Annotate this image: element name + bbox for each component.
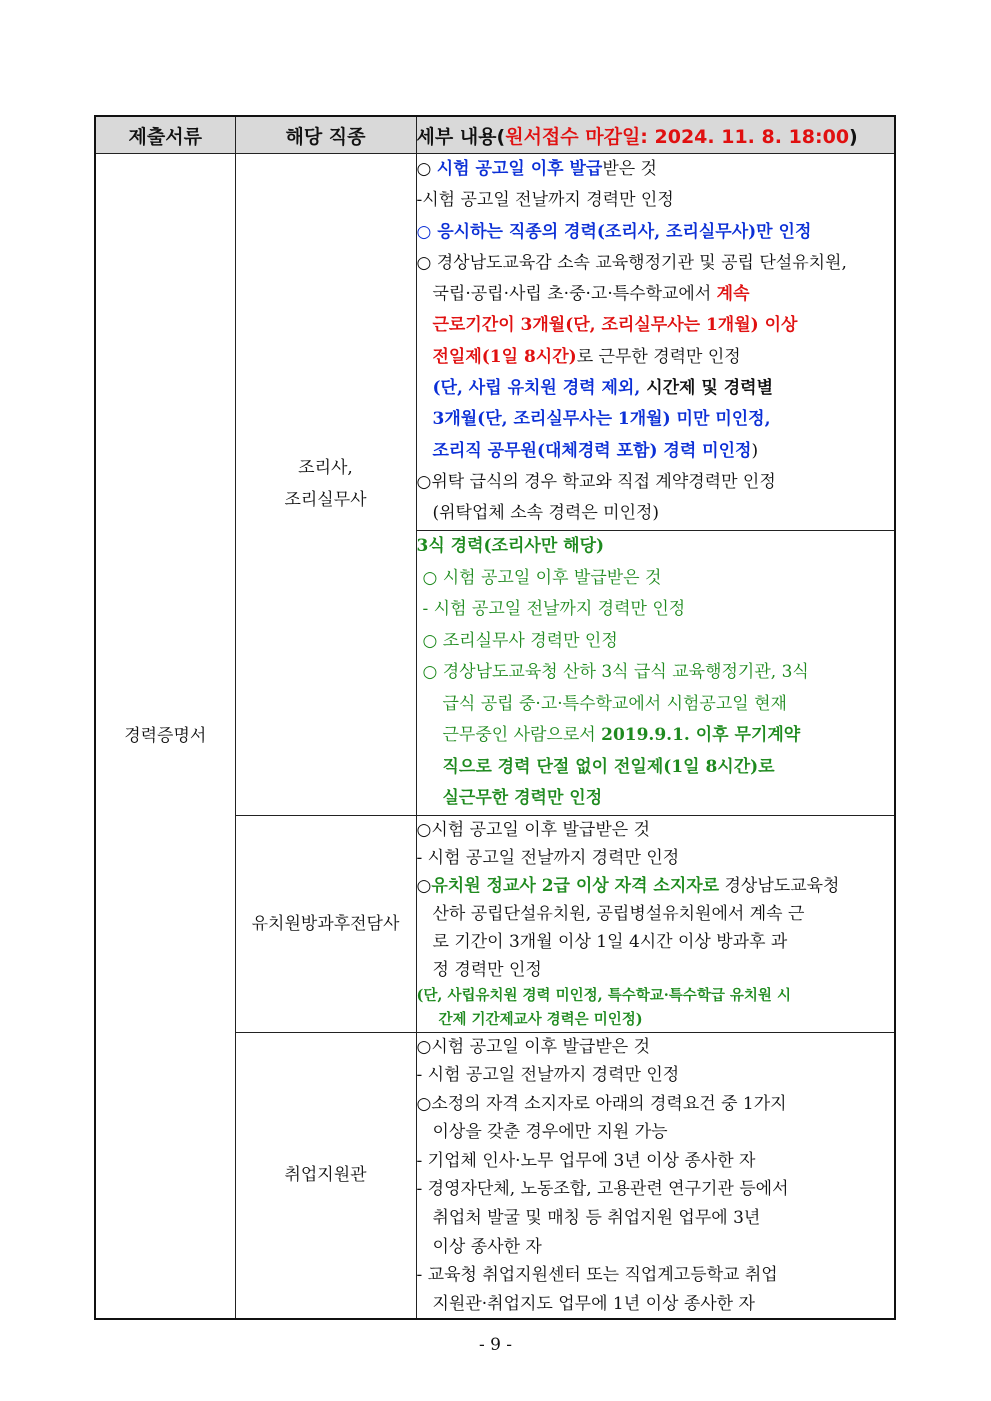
text-line: (위탁업체 소속 경력은 미인정): [432, 503, 660, 524]
text-line: 실근무한 경력만 인정: [442, 788, 603, 808]
text: 로 근무한 경력만 인정: [576, 346, 741, 367]
text-line: 이상을 갖춘 경우에만 지원 가능: [432, 1122, 668, 1143]
text-highlight: 시험 공고일 이후 발급: [436, 159, 603, 179]
text: 국립·공립·사립 초·중·고·특수학교에서: [432, 284, 717, 305]
text-line: 3개월(단, 조리실무사는 1개월) 미만 미인정,: [432, 409, 771, 430]
text-highlight: 유치원 정교사 2급 이상 자격 소지자로: [431, 875, 720, 896]
details-employment: [416, 1032, 895, 1319]
job-cook: [235, 154, 416, 816]
text-line: -시험 공고일 전날까지 경력만 인정: [416, 190, 674, 211]
text-line: 급식 공립 중·고·특수학교에서 시험공고일 현재: [442, 693, 787, 714]
header-details-close: ): [849, 125, 858, 148]
text-line: - 시험 공고일 전날까지 경력만 인정: [416, 1065, 680, 1086]
text-line: 지원관·취업지도 업무에 1년 이상 종사한 자: [432, 1293, 755, 1314]
text-line: 이상 종사한 자: [432, 1236, 542, 1257]
text-line: 근로기간이 3개월(단, 조리실무사는 1개월) 이상: [432, 315, 798, 336]
text-line: ○시험 공고일 이후 발급받은 것: [416, 819, 651, 840]
bullet: ○: [416, 875, 432, 896]
header-deadline: 원서접수 마감일: 2024. 11. 8. 18:00: [505, 125, 850, 148]
text-line: 간제 기간제교사 경력은 미인정): [438, 1010, 643, 1028]
job-kindergarten: 유치원방과후전담사: [235, 815, 416, 1032]
text-line: ○ 조리실무사 경력만 인정: [422, 630, 618, 651]
text-line: ○ 시험 공고일 이후 발급받은 것: [422, 567, 662, 588]
page-number: - 9 -: [478, 1335, 513, 1355]
text-line: 직으로 경력 단절 없이 전일제(1일 8시간)로: [442, 756, 775, 777]
text: 경상남도교육청: [719, 875, 840, 896]
details-cook-3meal: [416, 531, 895, 816]
text: ): [751, 440, 759, 461]
job-cook-line2: 조리실무사: [284, 490, 367, 511]
document-table: [94, 115, 896, 1320]
text-line: - 교육청 취업지원센터 또는 직업계고등학교 취업: [416, 1265, 778, 1286]
bullet: ○: [416, 159, 437, 179]
table-row-cook-general: [95, 154, 895, 531]
details-cook-general: [416, 154, 895, 531]
text-line: ○위탁 급식의 경우 학교와 직접 계약경력만 인정: [416, 471, 776, 492]
text-highlight: 2019.9.1. 이후 무기계약: [601, 725, 801, 745]
text-line: 산하 공립단설유치원, 공립병설유치원에서 계속 근: [432, 903, 805, 924]
table-header-row: [95, 116, 895, 154]
text-line: ○ 경상남도교육청 산하 3식 급식 교육행정기관, 3식: [422, 662, 809, 682]
text-line: - 경영자단체, 노동조합, 고용관련 연구기관 등에서: [416, 1179, 789, 1200]
text-highlight: 전일제(1일 8시간): [432, 346, 577, 367]
job-employment: 취업지원관: [235, 1032, 416, 1319]
text-line: ○ 응시하는 직종의 경력(조리사, 조리실무사)만 인정: [416, 221, 812, 242]
header-details: [416, 116, 895, 154]
text: 근무중인 사람으로서: [442, 725, 602, 745]
text-line: 정 경력만 인정: [432, 959, 542, 980]
document-label: 경력증명서: [95, 154, 235, 1320]
job-cook-line1: 조리사,: [298, 458, 353, 479]
text-highlight: 계속: [716, 284, 750, 305]
header-documents: 제출서류: [95, 116, 235, 154]
text: 받은 것: [602, 159, 657, 179]
header-job-type: 해당 직종: [235, 116, 416, 154]
subsection-title: 3식 경력(조리사만 해당): [416, 536, 605, 556]
text-line: - 시험 공고일 전날까지 경력만 인정: [422, 599, 686, 619]
details-kindergarten: [416, 815, 895, 1032]
text-line: 취업처 발굴 및 매칭 등 취업지원 업무에 3년: [432, 1208, 761, 1229]
text-highlight: (단, 사립 유치원 경력 제외,: [432, 378, 647, 399]
text-highlight: 조리직 공무원(대체경력 포함) 경력 미인정: [432, 440, 752, 461]
header-details-label: 세부 내용(: [416, 125, 506, 148]
text-line: ○소정의 자격 소지자로 아래의 경력요건 중 1가지: [416, 1093, 787, 1114]
text-line: (단, 사립유치원 경력 미인정, 특수학교·특수학급 유치원 시: [416, 986, 791, 1004]
text-line: - 기업체 인사·노무 업무에 3년 이상 종사한 자: [416, 1150, 756, 1171]
text-line: ○ 경상남도교육감 소속 교육행정기관 및 공립 단설유치원,: [416, 252, 847, 273]
text-line: - 시험 공고일 전날까지 경력만 인정: [416, 847, 680, 868]
text-bold: 시간제 및 경력별: [646, 378, 773, 399]
text-line: ○시험 공고일 이후 발급받은 것: [416, 1036, 651, 1057]
text-line: 로 기간이 3개월 이상 1일 4시간 이상 방과후 과: [432, 931, 788, 952]
